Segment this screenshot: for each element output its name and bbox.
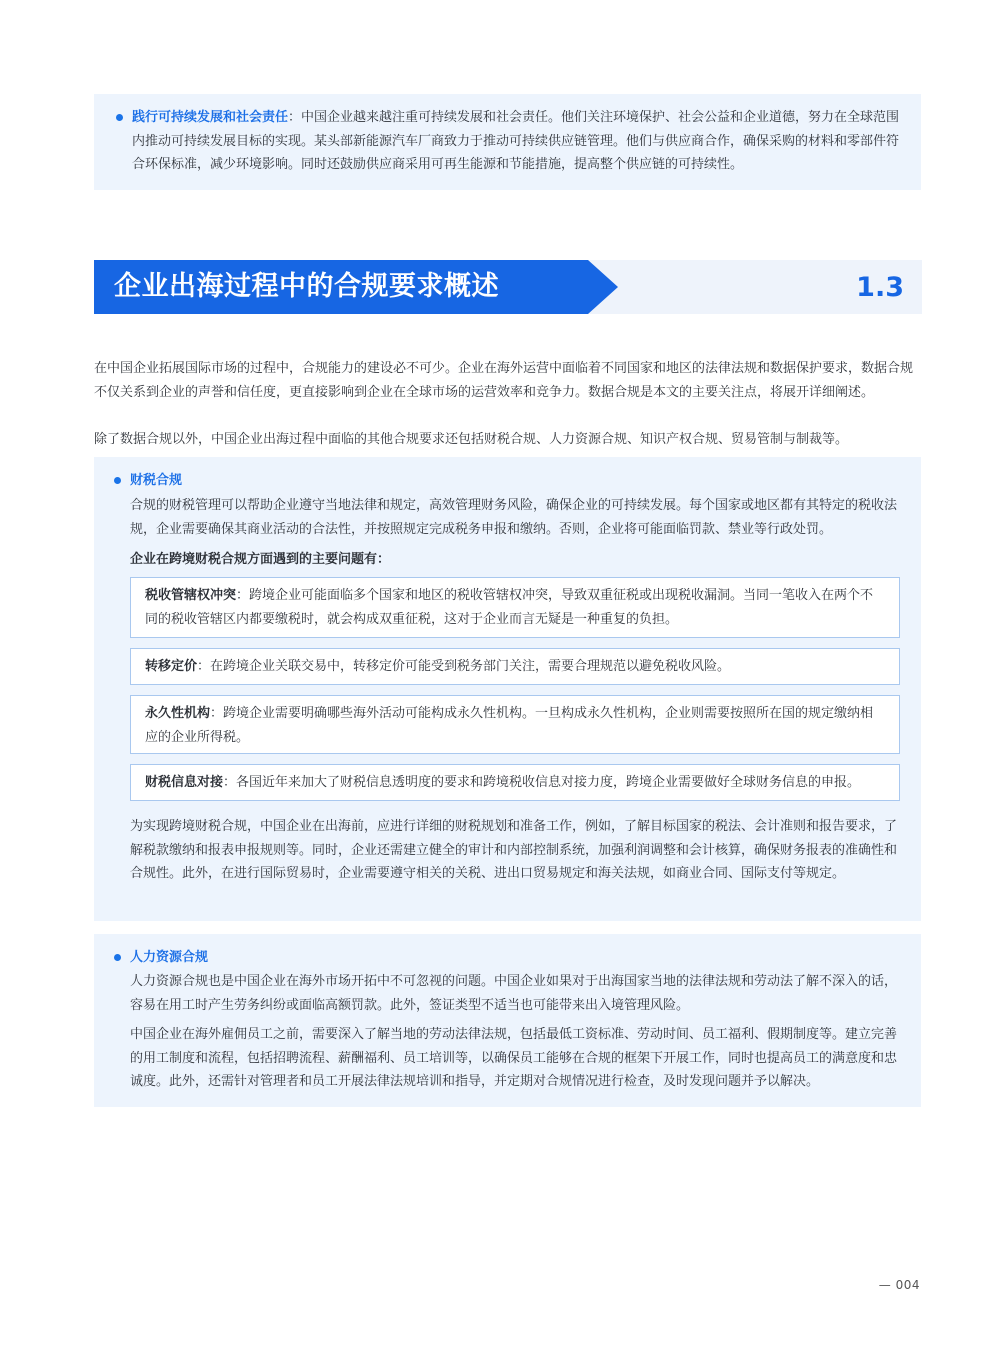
intro-paragraph-1: 在中国企业拓展国际市场的过程中，合规能力的建设必不可少。企业在海外运营中面临着不同国家和地区的法律法规和数据保护要求，数据合规不仅关系到企业的声誉和信任度，更直接影响到企业在全球市场的运营效率和竞争力。数据合规是本文的主要关注点，将展开详细阐述。 — [94, 361, 914, 400]
sustainability-item — [114, 106, 901, 177]
tax-heading — [112, 469, 182, 492]
issue-body: ：在跨境企业关联交易中，转移定价可能受到税务部门关注，需要合理规范以避免税收风险。 — [197, 659, 731, 674]
issue-body: ：跨境企业需要明确哪些海外活动可能构成永久性机构。一旦构成永久性机构，企业则需要按照所在国的规定缴纳相应的企业所得税。 — [145, 706, 874, 745]
hr-paragraph-2: 中国企业在海外雇佣员工之前，需要深入了解当地的劳动法律法规，包括最低工资标准、劳动时间、员工福利、假期制度等。建立完善的用工制度和流程，包括招聘流程、薪酬福利、员工培训等，以确保员工能够在合规的框架下开展工作，同时也提高员工的满意度和忠诚度。此外，还需针对管理者和员工开展法律法规培训和指导，并定期对合规情况进行检查，及时发现问题并予以解决。 — [130, 1027, 898, 1089]
issue-permanent-establishment-text — [145, 702, 885, 749]
bullet-dot-icon — [114, 954, 121, 961]
tax-heading-text: 财税合规 — [130, 473, 183, 488]
sustainability-box — [94, 94, 921, 190]
issue-permanent-establishment — [130, 695, 900, 754]
issue-body: ：各国近年来加大了财税信息透明度的要求和跨境税收信息对接力度，跨境企业需要做好全球财务信息的申报。 — [223, 775, 861, 790]
banner-arrow — [588, 260, 618, 314]
issue-body: ：跨境企业可能面临多个国家和地区的税收管辖权冲突，导致双重征税或出现税收漏洞。当同一笔收入在两个不同的税收管辖区内都要缴税时，就会构成双重征税，这对于企业而言无疑是一种重复的负担。 — [145, 588, 874, 627]
bullet-dot-icon — [116, 114, 123, 121]
issue-transfer-pricing-text — [145, 655, 885, 679]
issue-title: 永久性机构 — [145, 706, 211, 721]
hr-heading-text: 人力资源合规 — [130, 950, 209, 965]
hr-paragraph-1: 人力资源合规也是中国企业在海外市场开拓中不可忽视的问题。中国企业如果对于出海国家当地的法律法规和劳动法了解不深入的话，容易在用工时产生劳务纠纷或面临高额罚款。此外，签证类型不适当也可能带来出入境管理风险。 — [130, 974, 898, 1013]
issue-transfer-pricing — [130, 648, 900, 685]
tax-closing: 为实现跨境财税合规，中国企业在出海前，应进行详细的财税规划和准备工作，例如，了解目标国家的税法、会计准则和报告要求，了解税款缴纳和报表申报规则等。同时，企业还需建立健全的审计和内部控制系统，加强利润调整和会计核算，确保财务报表的准确性和合规性。此外，在进行国际贸易时，企业需要遵守相关的关税、进出口贸易规定和海关法规，如商业合同、国际支付等规定。 — [130, 819, 898, 881]
section-number: 1.3 — [856, 272, 904, 303]
issue-title: 财税信息对接 — [145, 775, 224, 790]
issue-title: 转移定价 — [145, 659, 198, 674]
page-number: — 004 — [878, 1278, 920, 1292]
issue-info-exchange — [130, 764, 900, 801]
section-title: 企业出海过程中的合规要求概述 — [114, 271, 499, 302]
bullet-dot-icon — [114, 477, 121, 484]
issue-title: 税收管辖权冲突 — [145, 588, 237, 603]
issue-jurisdiction-text — [145, 584, 885, 631]
intro-paragraph-2: 除了数据合规以外，中国企业出海过程中面临的其他合规要求还包括财税合规、人力资源合规、知识产权合规、贸易管制与制裁等。 — [94, 432, 849, 447]
sustainability-text: ：中国企业越来越注重可持续发展和社会责任。他们关注环境保护、社会公益和企业道德，努力在全球范围内推动可持续发展目标的实现。某头部新能源汽车厂商致力于推动可持续供应链管理。他们与供应商合作，确保采购的材料和零部件符合环保标准，减少环境影响。同时还鼓励供应商采用可再生能源和节能措施，提高整个供应链的可持续性。 — [132, 110, 900, 172]
tax-description: 合规的财税管理可以帮助企业遵守当地法律和规定，高效管理财务风险，确保企业的可持续发展。每个国家或地区都有其特定的税收法规，企业需要确保其商业活动的合法性，并按照规定完成税务申报和缴纳。否则，企业将可能面临罚款、禁业等行政处罚。 — [130, 498, 898, 537]
hr-heading — [112, 946, 208, 969]
section-banner — [94, 260, 922, 314]
sustainability-title: 践行可持续发展和社会责任 — [132, 110, 289, 125]
tax-issues-title: 企业在跨境财税合规方面遇到的主要问题有： — [130, 552, 391, 567]
issue-info-exchange-text — [145, 771, 885, 795]
issue-jurisdiction — [130, 577, 900, 638]
